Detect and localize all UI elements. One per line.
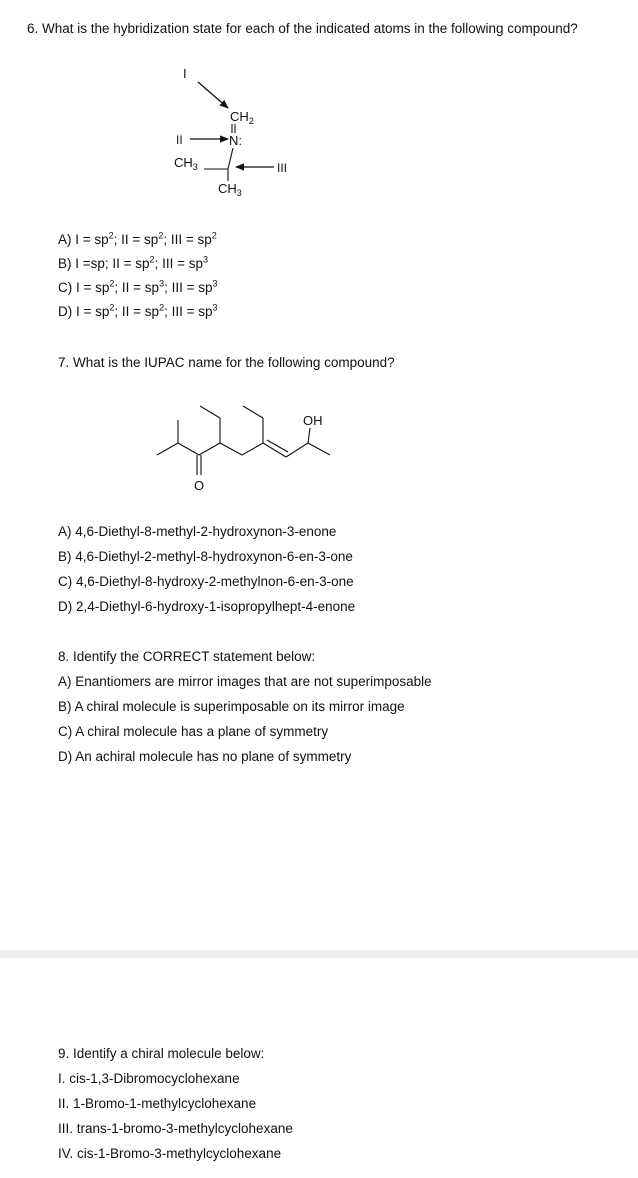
q9-option-ii[interactable]: II. 1-Bromo-1-methylcyclohexane bbox=[58, 1096, 257, 1111]
q7-question: 7. What is the IUPAC name for the following compound? bbox=[58, 355, 395, 370]
q9-question: 9. Identify a chiral molecule below: bbox=[58, 1046, 265, 1061]
q8-question: 8. Identify the CORRECT statement below: bbox=[58, 649, 316, 664]
ch3-bottom-text: $CH_3$ bbox=[218, 181, 242, 198]
q9-option-iii[interactable]: III. trans-1-bromo-3-methylcyclohexane bbox=[58, 1121, 293, 1136]
q7-option-b[interactable]: B) 4,6-Diethyl-2-methyl-8-hydroxynon-6-en-3-one bbox=[58, 549, 353, 564]
label-ii: II bbox=[176, 133, 183, 147]
q9-option-i[interactable]: I. cis-1,3-Dibromocyclohexane bbox=[58, 1071, 240, 1086]
q7-option-c[interactable]: C) 4,6-Diethyl-8-hydroxy-2-methylnon-6-en-3-one bbox=[58, 574, 354, 589]
q8-option-b[interactable]: B) A chiral molecule is superimposable on its mirror image bbox=[58, 699, 405, 714]
q8-option-c[interactable]: C) A chiral molecule has a plane of symmetry bbox=[58, 724, 329, 739]
q7-structure bbox=[0, 0, 638, 500]
page-separator bbox=[0, 950, 638, 958]
ch2-text: $CH_2$ bbox=[230, 109, 254, 126]
n-text: N: bbox=[229, 133, 242, 148]
o-text: O bbox=[194, 478, 205, 493]
q6-option-c[interactable]: C) $I = sp^2$; II = $sp^3$; III = $sp^3$ bbox=[58, 278, 218, 295]
q6-option-a[interactable]: A) $I = sp^2$; II = $sp^2$; III = $sp^2$ bbox=[58, 230, 217, 247]
q6-option-b[interactable]: B) I =sp; II = $sp^2$; III = $sp^3$ bbox=[58, 254, 208, 271]
oh-text: OH bbox=[303, 413, 323, 428]
q7-option-a[interactable]: A) 4,6-Diethyl-8-methyl-2-hydroxynon-3-enone bbox=[58, 524, 337, 539]
q6-question: 6. What is the hybridization state for each of the indicated atoms in the following compound? bbox=[27, 21, 578, 36]
q9-option-iv[interactable]: IV. cis-1-Bromo-3-methylcyclohexane bbox=[58, 1146, 282, 1161]
label-i: I bbox=[183, 66, 187, 81]
q7-option-d[interactable]: D) 2,4-Diethyl-6-hydroxy-1-isopropylhept-4-enone bbox=[58, 599, 356, 614]
label-iii: III bbox=[277, 161, 288, 175]
ch3-left-text: $CH_3$ bbox=[174, 155, 198, 172]
q8-option-a[interactable]: A) Enantiomers are mirror images that are not superimposable bbox=[58, 674, 432, 689]
page-2 bbox=[0, 958, 638, 1178]
q8-option-d[interactable]: D) An achiral molecule has no plane of symmetry bbox=[58, 749, 352, 764]
q6-option-d[interactable]: D) $I = sp^2$; II = $sp^2$; III = $sp^3$ bbox=[58, 302, 218, 319]
